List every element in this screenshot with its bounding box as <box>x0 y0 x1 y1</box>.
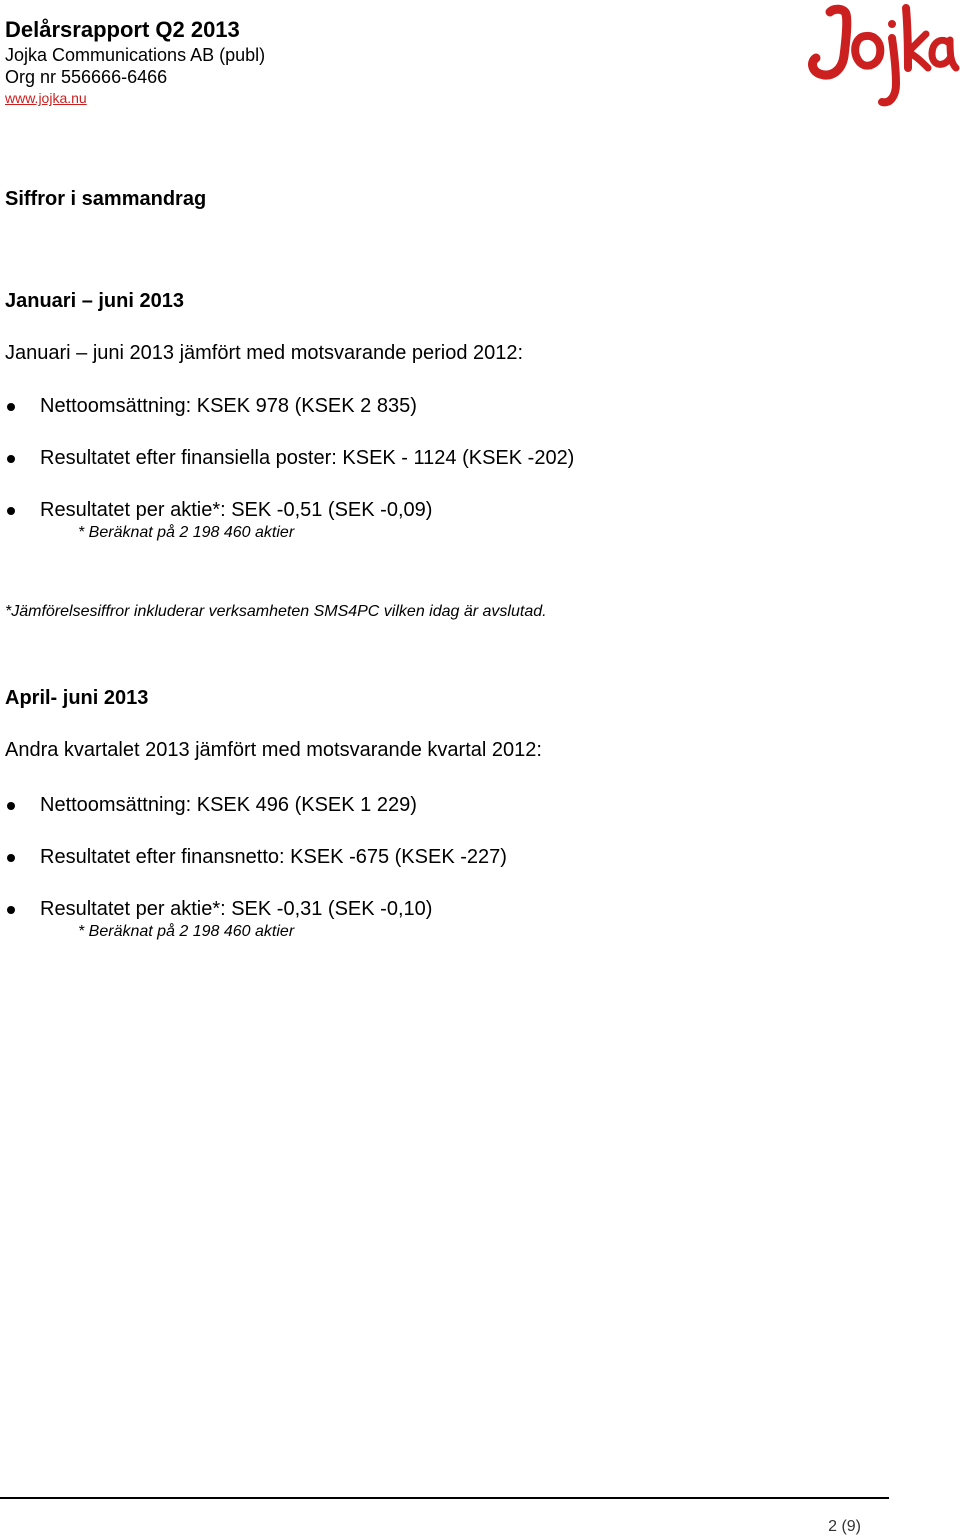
footer-divider <box>0 1497 889 1499</box>
quarter-intro: Andra kvartalet 2013 jämfört med motsvarande kvartal 2012: <box>5 739 542 761</box>
list-item <box>0 447 900 499</box>
report-title: Delårsrapport Q2 2013 <box>5 17 240 42</box>
list-item <box>0 846 900 898</box>
list-item-text: Nettoomsättning: KSEK 978 (KSEK 2 835) <box>40 395 417 417</box>
quarter-list <box>0 794 900 950</box>
half-year-heading: Januari – juni 2013 <box>5 290 184 312</box>
half-year-list <box>0 395 900 551</box>
bullet-icon <box>7 455 15 463</box>
half-year-intro: Januari – juni 2013 jämfört med motsvarande period 2012: <box>5 342 524 364</box>
org-number: Org nr 556666-6466 <box>5 67 168 87</box>
comparison-footnote: *Jämförelsesiffror inkluderar verksamheten SMS4PC vilken idag är avslutad. <box>5 603 547 620</box>
bullet-icon <box>7 854 15 862</box>
bullet-icon <box>7 403 15 411</box>
summary-heading: Siffror i sammandrag <box>5 188 207 210</box>
bullet-icon <box>7 507 15 515</box>
bullet-icon <box>7 906 15 914</box>
company-name: Jojka Communications AB (publ) <box>5 45 266 65</box>
jojka-logo <box>800 0 960 110</box>
list-item <box>0 898 900 950</box>
list-item-text: Resultatet efter finansnetto: KSEK -675 (KSEK -227) <box>40 846 507 868</box>
list-item <box>0 499 900 551</box>
list-item-note: * Beräknat på 2 198 460 aktier <box>78 923 295 940</box>
list-item-text: Nettoomsättning: KSEK 496 (KSEK 1 229) <box>40 794 417 816</box>
list-item-note: * Beräknat på 2 198 460 aktier <box>78 524 295 541</box>
list-item-text: Resultatet per aktie*: SEK -0,51 (SEK -0,09) <box>40 499 433 521</box>
page-number: 2 (9) <box>828 1518 861 1535</box>
list-item-text: Resultatet per aktie*: SEK -0,31 (SEK -0,10) <box>40 898 433 920</box>
list-item <box>0 395 900 447</box>
quarter-heading: April- juni 2013 <box>5 687 149 709</box>
list-item <box>0 794 900 846</box>
list-item-text: Resultatet efter finansiella poster: KSEK - 1124 (KSEK -202) <box>40 447 575 469</box>
bullet-icon <box>7 802 15 810</box>
website-link[interactable]: www.jojka.nu <box>5 90 87 106</box>
report-header <box>5 16 705 108</box>
